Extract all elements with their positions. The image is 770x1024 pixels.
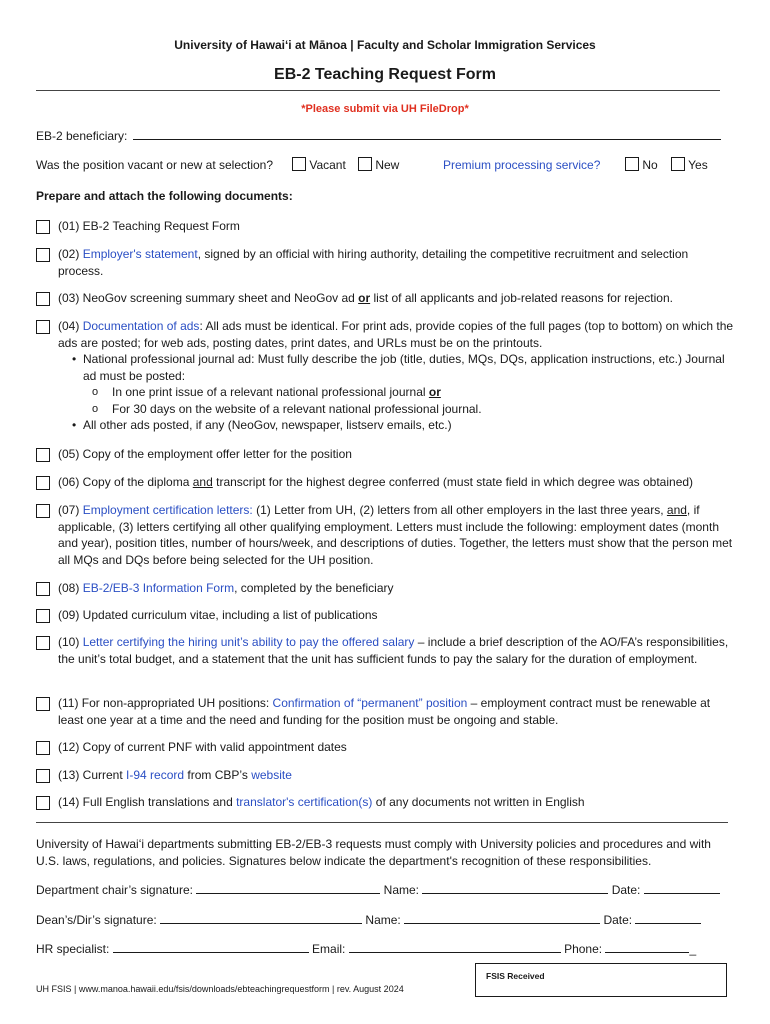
translator-certification-link[interactable]: translator's certification(s) [236, 795, 373, 809]
chair-date-label: Date: [611, 883, 641, 897]
doc-06-and: and [192, 475, 213, 489]
doc-02-prefix: (02) [58, 247, 83, 261]
doc-06-body: transcript for the highest degree conferred (must state field in which degree was obtained) [212, 475, 694, 489]
beneficiary-field[interactable] [133, 128, 721, 140]
doc-03-or: or [358, 291, 371, 305]
hr-phone-tail: _ [689, 942, 697, 956]
doc-08-body: , completed by the beneficiary [234, 581, 394, 595]
doc-item-05 [36, 446, 736, 463]
doc-item-08 [36, 580, 736, 597]
doc-10-text [58, 634, 736, 667]
chair-name-field[interactable] [422, 882, 608, 894]
doc-item-09 [36, 607, 736, 624]
premium-processing-link[interactable]: Premium processing service [443, 158, 594, 172]
doc-03-checkbox[interactable] [36, 292, 50, 306]
doc-09-text: (09) Updated curriculum vitae, including a list of publications [58, 608, 378, 622]
doc-07-prefix: (07) [58, 503, 83, 517]
hr-label: HR specialist: [36, 942, 110, 956]
no-label: No [642, 158, 658, 172]
doc-07-body: , if applicable, (3) letters certifying all other qualifying employment. Letters must include the following: employment dates (month and year), position titles, number of hours/week, and descriptions of duties. Together, the letters must show that the person met all MQs and DQs before being selected for the UH position. [58, 503, 733, 567]
doc-11-body: – employment contract must be renewable at least one year at a time and the need and funding for the position must be ongoing and stable. [58, 696, 711, 727]
doc-item-11 [36, 695, 736, 728]
doc-03-body: list of all applicants and job-related reasons for rejection. [370, 291, 673, 305]
doc-03-text [58, 290, 736, 307]
doc-14-body: of any documents not written in English [372, 795, 585, 809]
hr-phone-label: Phone: [564, 942, 603, 956]
doc-14-checkbox[interactable] [36, 796, 50, 810]
doc-04-sub-print-text: In one print issue of a relevant national professional journal [112, 385, 429, 399]
doc-item-04 [36, 318, 736, 434]
doc-04-sub-web: o For 30 days on the website of a relevant national professional journal. [58, 401, 736, 418]
salary-letter-link[interactable]: Letter certifying the hiring unit’s ability to pay the offered salary [82, 635, 415, 649]
doc-13-text [58, 767, 736, 784]
doc-04-sub-print [58, 384, 736, 401]
chair-signature-field[interactable] [196, 882, 380, 894]
doc-10-checkbox[interactable] [36, 636, 50, 650]
dean-signature-row [36, 912, 701, 927]
doc-07-mid: (1) Letter from UH, (2) letters from all other employers in the last three years, [252, 503, 667, 517]
doc-04-body: : All ads must be identical. For print ads, provide copies of the full pages (top to bottom) on which the ads are posted; for web ads, posting dates, print dates, and URLs must be on the printouts. [58, 319, 734, 350]
doc-13-mid: from CBP’s [184, 768, 252, 782]
beneficiary-row [36, 128, 721, 143]
title-divider [36, 90, 720, 91]
hr-phone-field[interactable] [605, 941, 689, 953]
doc-item-07 [36, 502, 736, 568]
doc-10-body: – include a brief description of the AO/FA’s responsibilities, the unit’s total budget, and a statement that the unit has sufficient funds to pay the salary for the duration of employment. [58, 635, 729, 666]
vacancy-question: Was the position vacant or new at selection? [36, 158, 274, 172]
doc-04-bullet-other: • All other ads posted, if any (NeoGov, newspaper, listserv emails, etc.) [58, 417, 736, 434]
doc-11-text [58, 695, 736, 728]
doc-02-body: , signed by an official with hiring authority, detailing the competitive recruitment and selection process. [58, 247, 689, 278]
doc-08-text [58, 580, 736, 597]
yes-option [671, 157, 708, 172]
doc-12-checkbox[interactable] [36, 741, 50, 755]
doc-13-prefix: (13) Current [58, 768, 127, 782]
beneficiary-label: EB-2 beneficiary: [36, 129, 128, 143]
dean-date-field[interactable] [635, 912, 701, 924]
doc-08-prefix: (08) [58, 581, 83, 595]
fsis-received-box [475, 963, 727, 997]
institution-header: University of Hawaiʻi at Mānoa | Faculty and Scholar Immigration Services [174, 38, 596, 52]
information-form-link[interactable]: EB-2/EB-3 Information Form [82, 581, 235, 595]
hr-row [36, 941, 696, 956]
i94-record-link[interactable]: I-94 record [126, 768, 185, 782]
doc-item-03 [36, 290, 736, 307]
doc-14-text [58, 794, 736, 811]
yes-label: Yes [688, 158, 708, 172]
doc-04-main [58, 318, 736, 351]
doc-14-prefix: (14) Full English translations and [58, 795, 237, 809]
doc-04-sub-or: or [428, 385, 441, 399]
doc-02-text [58, 246, 736, 279]
premium-question-mark: ? [593, 158, 601, 172]
dean-name-label: Name: [365, 913, 401, 927]
doc-item-01 [36, 218, 736, 235]
doc-12-text: (12) Copy of current PNF with valid appointment dates [58, 740, 347, 754]
doc-04-text [58, 318, 736, 434]
dean-signature-label: Dean’s/Dir’s signature: [36, 913, 157, 927]
doc-item-02 [36, 246, 736, 279]
hr-email-field[interactable] [349, 941, 561, 953]
doc-07-checkbox[interactable] [36, 504, 50, 518]
chair-signature-label: Department chair’s signature: [36, 883, 193, 897]
hr-field[interactable] [113, 941, 309, 953]
doc-13-checkbox[interactable] [36, 769, 50, 783]
vacant-label: Vacant [309, 158, 346, 172]
chair-name-label: Name: [383, 883, 419, 897]
doc-07-and: and [666, 503, 687, 517]
page-title: EB-2 Teaching Request Form [274, 66, 496, 83]
section-divider [36, 822, 728, 823]
new-checkbox[interactable] [358, 157, 372, 171]
doc-11-checkbox[interactable] [36, 697, 50, 711]
doc-04-checkbox[interactable] [36, 320, 50, 334]
doc-item-10 [36, 634, 736, 667]
doc-item-14 [36, 794, 736, 811]
doc-04-prefix: (04) [58, 319, 83, 333]
doc-05-text: (05) Copy of the employment offer letter for the position [58, 447, 352, 461]
cbp-website-link[interactable]: website [251, 768, 292, 782]
doc-item-06 [36, 474, 736, 491]
vacant-checkbox[interactable] [292, 157, 306, 171]
dean-name-field[interactable] [404, 912, 600, 924]
employer-statement-link[interactable]: Employer's statement [82, 247, 198, 261]
chair-signature-row [36, 882, 720, 897]
doc-item-13 [36, 767, 736, 784]
dean-signature-field[interactable] [160, 912, 362, 924]
doc-03-prefix: (03) NeoGov screening summary sheet and NeoGov ad [58, 291, 359, 305]
permanent-position-link[interactable]: Confirmation of “permanent” position [272, 696, 468, 710]
doc-05-checkbox[interactable] [36, 448, 50, 462]
yes-checkbox[interactable] [671, 157, 685, 171]
dean-date-label: Date: [603, 913, 633, 927]
new-label: New [375, 158, 400, 172]
fsis-received-label: FSIS Received [486, 971, 545, 981]
doc-10-prefix: (10) [58, 635, 83, 649]
page-footer: UH FSIS | www.manoa.hawaii.edu/fsis/downloads/ebteachingrequestform | rev. August 2024 [36, 984, 404, 994]
new-option [358, 157, 399, 172]
submit-note: *Please submit via UH FileDrop* [301, 103, 469, 115]
doc-08-checkbox[interactable] [36, 582, 50, 596]
doc-11-prefix: (11) For non-appropriated UH positions: [58, 696, 273, 710]
no-option [625, 157, 658, 172]
doc-item-12 [36, 739, 736, 756]
hr-email-label: Email: [312, 942, 346, 956]
doc-09-checkbox[interactable] [36, 609, 50, 623]
doc-07-text [58, 502, 736, 568]
doc-04-bullet-journal: • National professional journal ad: Must fully describe the job (title, duties, MQs, DQs, application instructions, etc.) Journal ad must be posted: [58, 351, 736, 384]
doc-06-prefix: (06) Copy of the diploma [58, 475, 193, 489]
documents-heading: Prepare and attach the following documents: [36, 189, 293, 203]
compliance-statement: University of Hawaiʻi departments submitting EB-2/EB-3 requests must comply with University policies and procedures and with U.S. laws, regulations, and policies. Signatures below indicate the department's recognition of these responsibilities. [36, 837, 711, 868]
vacant-option [292, 157, 346, 172]
doc-02-checkbox[interactable] [36, 248, 50, 262]
no-checkbox[interactable] [625, 157, 639, 171]
doc-06-checkbox[interactable] [36, 476, 50, 490]
premium-processing [443, 158, 600, 172]
doc-01-text: (01) EB-2 Teaching Request Form [58, 219, 240, 233]
employment-certification-link[interactable]: Employment certification letters: [82, 503, 253, 517]
doc-01-checkbox[interactable] [36, 220, 50, 234]
documentation-of-ads-link[interactable]: Documentation of ads [82, 319, 200, 333]
doc-06-text [58, 474, 736, 491]
chair-date-field[interactable] [644, 882, 720, 894]
